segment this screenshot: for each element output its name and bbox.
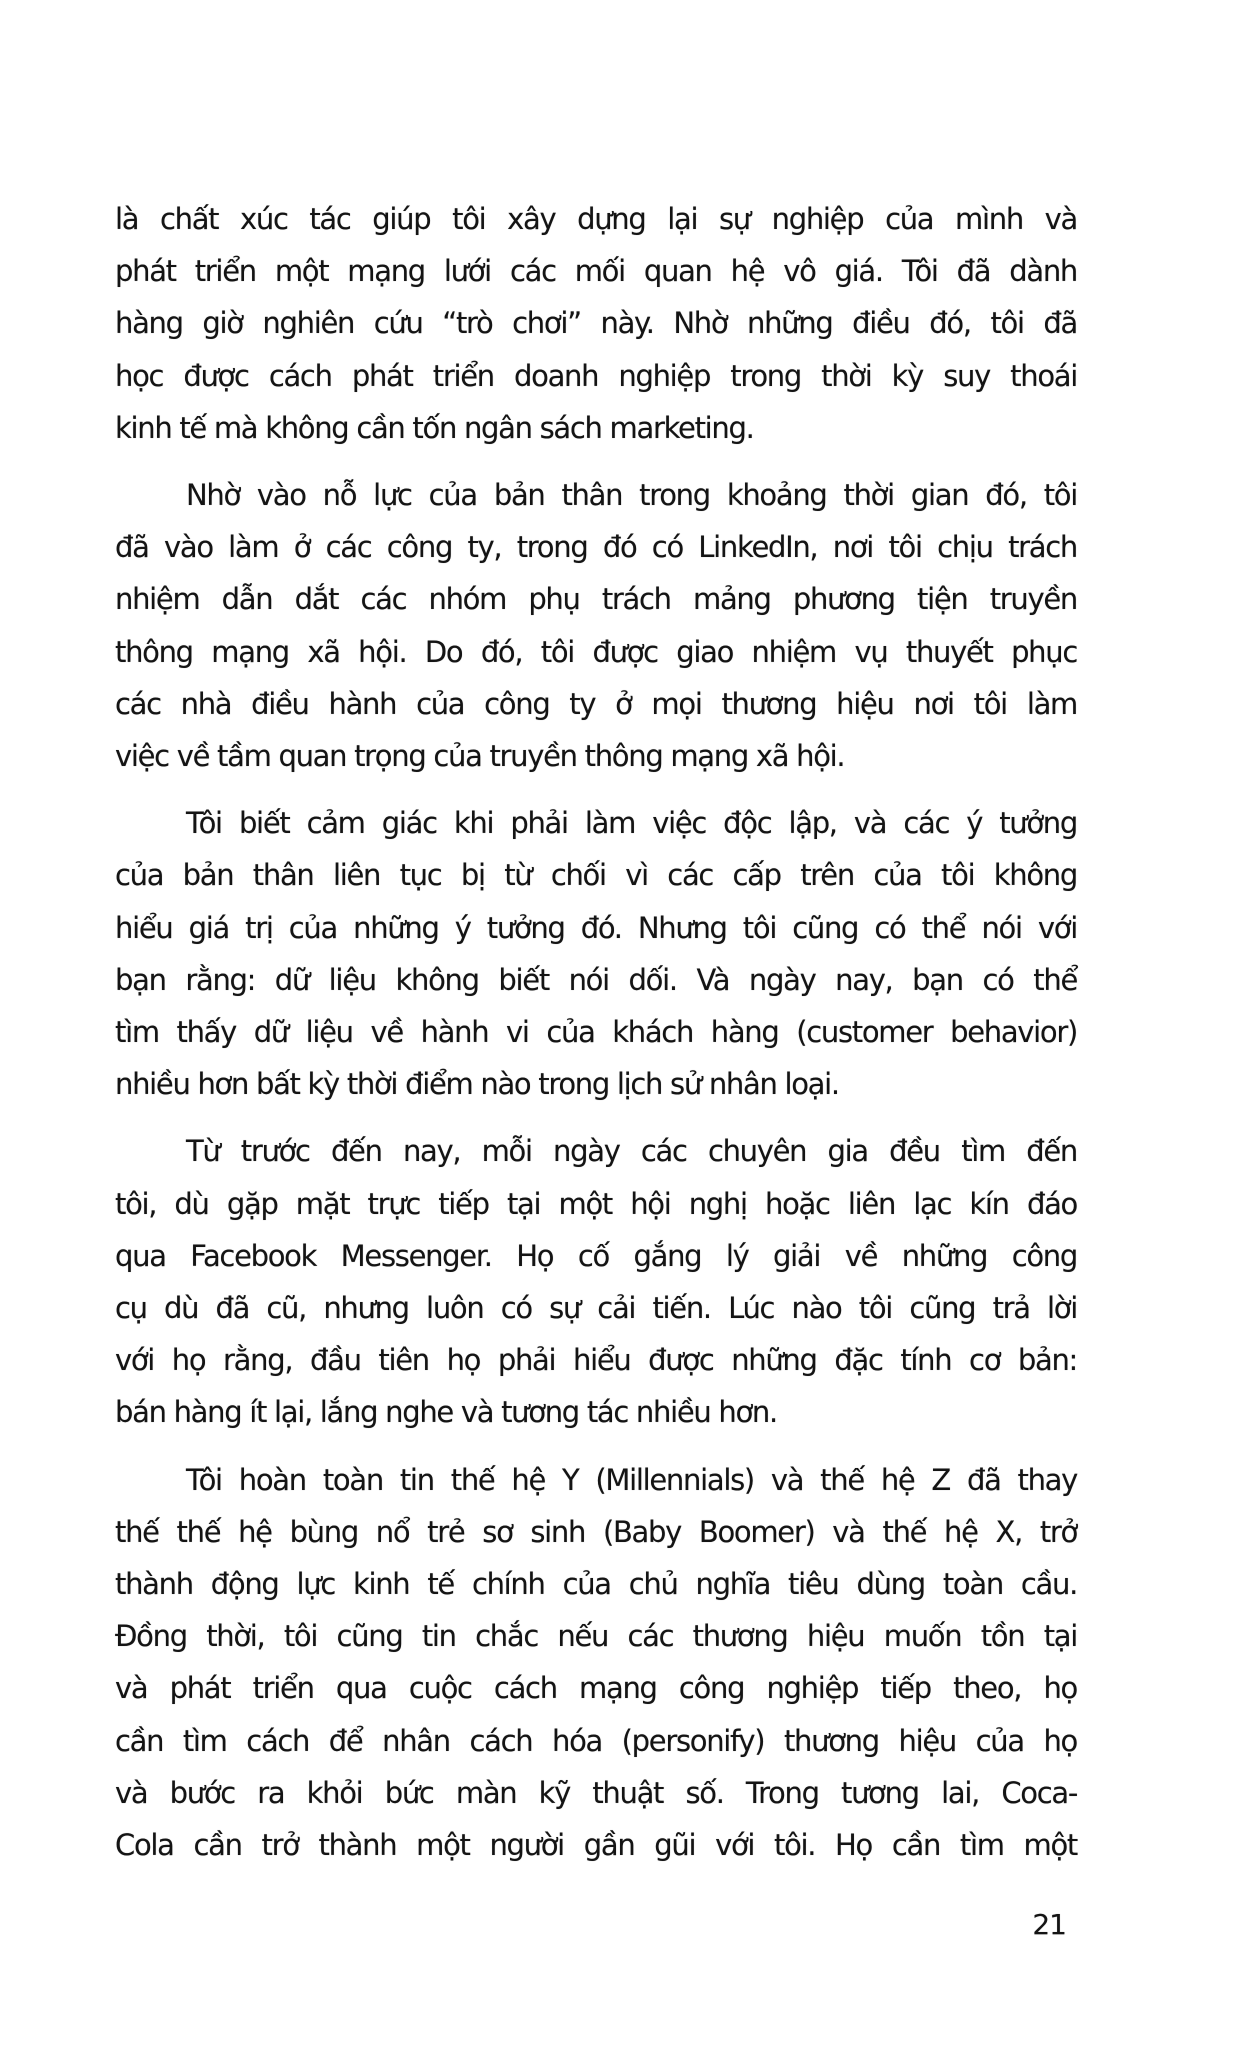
body-text (115, 193, 1077, 1886)
paragraph-2 (115, 469, 1077, 782)
text-line: thành động lực kinh tế chính của chủ nghĩa tiêu dùng toàn cầu. (115, 1567, 1077, 1602)
text-line: nhiều hơn bất kỳ thời điểm nào trong lịch sử nhân loại. (115, 1067, 839, 1102)
text-line: bán hàng ít lại, lắng nghe và tương tác nhiều hơn. (115, 1395, 777, 1430)
text-line: học được cách phát triển doanh nghiệp trong thời kỳ suy thoái (115, 358, 1077, 393)
text-line: Từ trước đến nay, mỗi ngày các chuyên gia đều tìm đến (186, 1134, 1077, 1169)
text-line: thế thế hệ bùng nổ trẻ sơ sinh (Baby Boomer) và thế hệ X, trở (115, 1514, 1077, 1549)
text-line: các nhà điều hành của công ty ở mọi thương hiệu nơi tôi làm (115, 686, 1077, 721)
text-line: Cola cần trở thành một người gần gũi với tôi. Họ cần tìm một (115, 1828, 1077, 1863)
text-line: tôi, dù gặp mặt trực tiếp tại một hội nghị hoặc liên lạc kín đáo (115, 1186, 1077, 1221)
text-line: Tôi hoàn toàn tin thế hệ Y (Millennials) và thế hệ Z đã thay (186, 1462, 1077, 1497)
text-line: hàng giờ nghiên cứu “trò chơi” này. Nhờ những điều đó, tôi đã (115, 306, 1077, 341)
text-line: việc về tầm quan trọng của truyền thông mạng xã hội. (115, 739, 845, 774)
text-line: của bản thân liên tục bị từ chối vì các cấp trên của tôi không (115, 858, 1077, 893)
text-line: và phát triển qua cuộc cách mạng công nghiệp tiếp theo, họ (115, 1671, 1077, 1706)
text-line: Tôi biết cảm giác khi phải làm việc độc lập, và các ý tưởng (186, 806, 1077, 841)
paragraph-4 (115, 1125, 1077, 1438)
paragraph-3 (115, 797, 1077, 1110)
text-line: cần tìm cách để nhân cách hóa (personify) thương hiệu của họ (115, 1723, 1077, 1758)
page-number: 21 (1032, 1908, 1066, 1941)
text-line: qua Facebook Messenger. Họ cố gắng lý giải về những công (115, 1238, 1077, 1273)
text-line: đã vào làm ở các công ty, trong đó có LinkedIn, nơi tôi chịu trách (115, 530, 1077, 565)
text-line: với họ rằng, đầu tiên họ phải hiểu được những đặc tính cơ bản: (115, 1343, 1077, 1378)
text-line: cụ dù đã cũ, nhưng luôn có sự cải tiến. Lúc nào tôi cũng trả lời (115, 1291, 1077, 1326)
text-line: là chất xúc tác giúp tôi xây dựng lại sự nghiệp của mình và (115, 202, 1077, 236)
paragraph-1 (115, 193, 1077, 454)
text-line: nhiệm dẫn dắt các nhóm phụ trách mảng phương tiện truyền (115, 582, 1077, 617)
text-line: Nhờ vào nỗ lực của bản thân trong khoảng thời gian đó, tôi (186, 478, 1077, 513)
text-line: tìm thấy dữ liệu về hành vi của khách hàng (customer behavior) (115, 1015, 1077, 1050)
text-line: hiểu giá trị của những ý tưởng đó. Nhưng tôi cũng có thể nói với (115, 910, 1077, 945)
text-line: thông mạng xã hội. Do đó, tôi được giao nhiệm vụ thuyết phục (115, 634, 1077, 669)
text-line: và bước ra khỏi bức màn kỹ thuật số. Trong tương lai, Coca- (115, 1775, 1077, 1810)
text-line: Đồng thời, tôi cũng tin chắc nếu các thương hiệu muốn tồn tại (115, 1619, 1077, 1654)
text-line: phát triển một mạng lưới các mối quan hệ vô giá. Tôi đã dành (115, 254, 1077, 289)
text-line: bạn rằng: dữ liệu không biết nói dối. Và ngày nay, bạn có thể (115, 962, 1077, 997)
text-line: kinh tế mà không cần tốn ngân sách marketing. (115, 410, 754, 445)
paragraph-5 (115, 1454, 1077, 1872)
